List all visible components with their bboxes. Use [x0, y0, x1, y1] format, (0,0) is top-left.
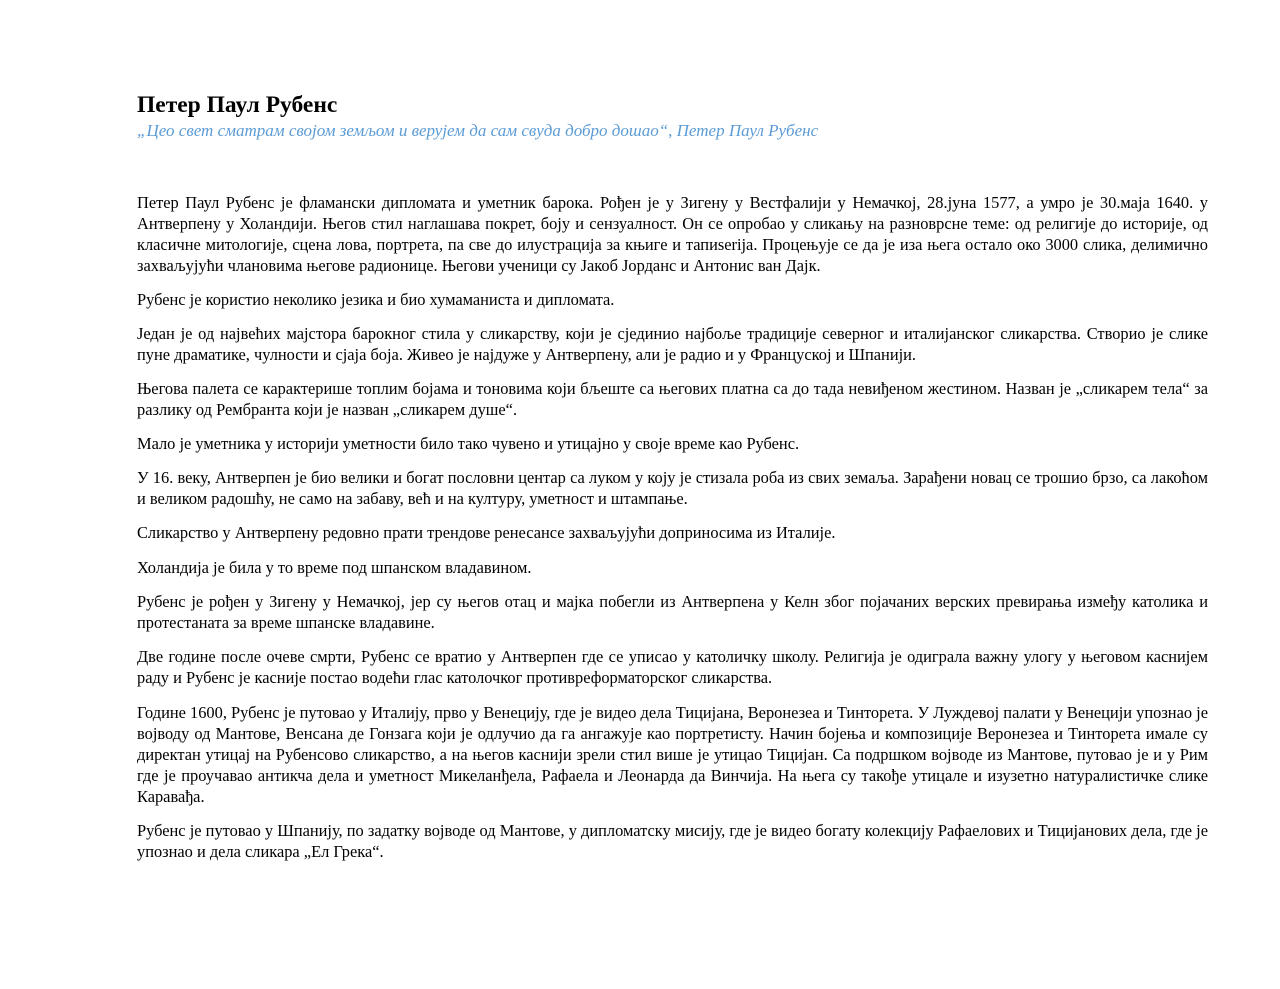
paragraph-baroque-master: Један је од највећих мајстора барокног стила у сликарству, који је сјединио најбоље традиције северног и италијанског сликарства. Створио је слике пуне драматике, чулности и сјаја боја. Живео је најдуже у Антверпену, али је радио и у Француској и Шпанији. [137, 324, 1208, 364]
paragraph-italy: Године 1600, Рубенс је путовао у Италију, прво у Венецију, где је видео дела Тицијана, Веронезеа и Тинторета. У Луждевој палати у Венецији упознао је војводу од Мантове, Венсана де Гонзага који је одлучио да га ангажује као портретисту. Начин бојења и композиције Веронезеа и Тинторета имале су директан утицај на Рубенсово сликарство, а на његов каснији зрели стил више је утицао Тицијан. Са подршком војводе из Мантове, путовао је и у Рим где је проучавао антикча дела и уметност Микеланђела, Рафаела и Леонарда да Винчија. На њега су такође утицале и изузетно натуралистичке слике Каравађа. [137, 703, 1208, 806]
paragraph-intro: Петер Паул Рубенс је фламански дипломата и уметник барока. Рођен је у Зигену у Вестфалији у Немачкој, 28.јуна 1577, а умро је 30.маја 1640. у Антверпену у Холандији. Његов стил наглашава покрет, боју и сензуалност. Он се опробао у сликању на разноврсне теме: од религије до историје, од класичне митологије, сцена лова, портрета, па све до илустрација за књиге и тапиserija. Процењује се да је иза њега остало око 3000 слика, делимично захваљујући члановима његове радионице. Његови ученици су Јакоб Јорданс и Антонис ван Дајк. [137, 193, 1208, 275]
paragraph-languages: Рубенс је користио неколико језика и био хумаманиста и дипломата. [137, 290, 615, 309]
paragraph-palette: Његова палета се карактерише топлим бојама и тоновима који бљеште са његових платна са до тада невиђеном жестином. Назван је „сликарем тела“ за разлику од Рембранта који је назван „сликарем душе“. [137, 379, 1208, 419]
document-quote: „Цео свет сматрам својом земљом и верујем да сам свуда добро дошао“, Петер Паул Рубенс [137, 121, 819, 140]
paragraph-antwerp: У 16. веку, Антверпен је био велики и богат пословни центар са луком у коју је стизала роба из свих земаља. Зарађени новац се трошио брзо, са лакоћом и великом радошћу, не само на забаву, већ и на културу, уметност и штампање. [137, 468, 1208, 508]
paragraph-fame: Мало је уметника у историји уметности било тако чувено и утицајно у своје време као Рубенс. [137, 434, 800, 453]
document-title: Петер Паул Рубенс [137, 92, 338, 118]
paragraph-renaissance: Сликарство у Антверпену редовно прати трендове ренесансе захваљујући доприносима из Италије. [137, 523, 836, 542]
document-page [137, 90, 1208, 875]
paragraph-spain: Рубенс је путовао у Шпанију, по задатку војводе од Мантове, у дипломатску мисију, где је видео богату колекцију Рафаелових и Тицијанових дела, где је упознао и дела сликара „Ел Грека“. [137, 821, 1208, 861]
paragraph-religion: Две године после очеве смрти, Рубенс се вратио у Антверпен где се уписао у католичку школу. Религија је одиграла важну улогу у његовом каснијем раду и Рубенс је касније постао водећи глас католочког противреформаторског сликарства. [137, 647, 1208, 687]
paragraph-birth: Рубенс је рођен у Зигену у Немачкој, јер су његов отац и мајка побегли из Антверпена у Келн због појачаних верских превирања између католика и протестаната за време шпанске владавине. [137, 592, 1208, 632]
paragraph-spanish-rule: Холандија је била у то време под шпанском владавином. [137, 558, 532, 577]
